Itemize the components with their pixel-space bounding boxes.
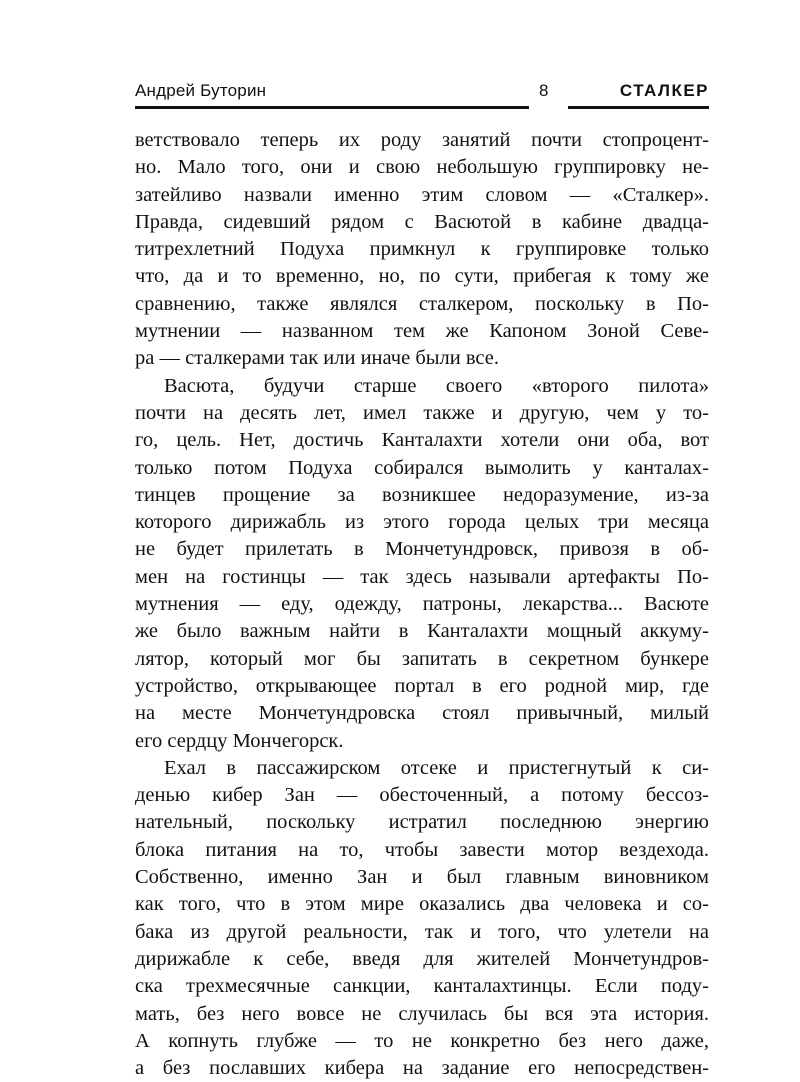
text-line: Правда, сидевший рядом с Васютой в кабине двадцa-	[135, 210, 709, 233]
body-text	[135, 127, 709, 1082]
text-line: как того, что в этом мире оказались два человека и со-	[135, 893, 709, 916]
text-line: затейливо назвали именно этим словом — «Сталкер».	[135, 183, 709, 206]
text-line: его сердцу Мончегорск.	[135, 729, 344, 752]
text-line: же было важным найти в Канталахти мощный аккуму-	[135, 620, 709, 643]
text-line: а без пославших кибера на задание его непосредствен-	[135, 1057, 709, 1080]
text-line: почти на десять лет, имел также и другую, чем у то-	[135, 401, 709, 424]
series-title: СТАЛКЕР	[619, 81, 709, 100]
text-line: го, цель. Нет, достичь Канталахти хотели они оба, вот	[135, 429, 709, 452]
text-line: не будет прилетать в Мончетундровск, привозя в об-	[135, 538, 709, 561]
text-line: А копнуть глубже — то не конкретно без него даже,	[135, 1029, 709, 1052]
text-line: мутнения — еду, одежду, патроны, лекарства... Васюте	[135, 593, 709, 616]
text-line: денью кибер Зан — обесточенный, а потому бессоз-	[135, 784, 709, 807]
text-line: блока питания на то, чтобы завести мотор вездехода.	[135, 838, 709, 861]
text-line: только потом Подуха собирался вымолить у канталах-	[135, 456, 709, 479]
text-line: ра — сталкерами так или иначе были все.	[135, 347, 499, 370]
text-line: что, да и то временно, но, по сути, прибегая к тому же	[135, 265, 709, 288]
header-rule-left	[135, 106, 529, 109]
text-line: ветствовало теперь их роду занятий почти стопроцент-	[135, 129, 709, 151]
header-author: Андрей Буторин	[135, 81, 267, 100]
text-line: которого дирижабль из этого города целых три месяца	[135, 511, 709, 534]
text-line: Васюта, будучи старше своего «второго пилота»	[164, 374, 709, 397]
text-line: титрехлетний Подуха примкнул к группировке только	[135, 238, 709, 261]
header-rule-right	[568, 106, 709, 109]
text-line: сравнению, также являлся сталкером, поскольку в По-	[135, 292, 709, 315]
text-line: Собственно, именно Зан и был главным виновником	[135, 866, 709, 889]
text-line: Ехал в пассажирском отсеке и пристегнутый к си-	[164, 756, 709, 779]
text-line: мать, без него вовсе не случилась бы вся эта история.	[135, 1002, 709, 1025]
text-line: ска трехмесячные санкции, канталахтинцы. Если поду-	[135, 975, 709, 998]
page-number: 8	[539, 81, 549, 100]
text-line: мен на гостинцы — так здесь называли артефакты По-	[135, 565, 709, 588]
running-header	[135, 76, 709, 110]
text-line: но. Мало того, они и свою небольшую группировку не-	[135, 156, 709, 179]
text-line: на месте Мончетундровска стоял привычный, милый	[135, 702, 709, 725]
text-line: мутнении — названном тем же Капоном Зоной Севе-	[135, 320, 709, 343]
text-line: бака из другой реальности, так и того, что улетели на	[135, 920, 709, 943]
text-line: дирижабле к себе, введя для жителей Мончетундров-	[135, 947, 709, 970]
text-line: устройство, открывающее портал в его родной мир, где	[135, 674, 709, 697]
text-line: нательный, поскольку истратил последнюю энергию	[135, 811, 709, 834]
text-line: лятор, который мог бы запитать в секретном бункере	[135, 647, 709, 670]
text-line: тинцев прощение за возникшее недоразумение, из-за	[135, 483, 709, 506]
